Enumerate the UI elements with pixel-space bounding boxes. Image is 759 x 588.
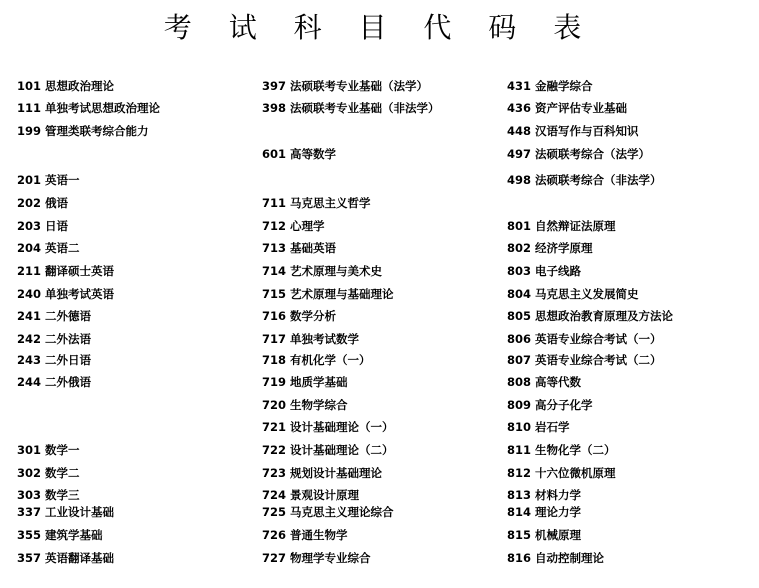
subject-item: 811 生物化学（二） [507,443,616,457]
subject-item: 714 艺术原理与美术史 [262,264,383,278]
subject-item: 211 翻译硕士英语 [17,264,115,278]
subject-item: 815 机械原理 [507,528,582,542]
subject-item: 240 单独考试英语 [17,287,115,301]
subject-item: 718 有机化学（一） [262,353,371,367]
subject-item: 724 景观设计原理 [262,488,360,502]
subject-item: 816 自动控制理论 [507,551,605,565]
subject-item: 398 法硕联考专业基础（非法学） [262,101,440,115]
subject-item: 801 自然辩证法原理 [507,219,616,233]
subject-item: 804 马克思主义发展简史 [507,287,639,301]
subject-item: 302 数学二 [17,466,80,480]
subject-item: 199 管理类联考综合能力 [17,124,149,138]
subject-item: 101 思想政治理论 [17,79,115,93]
subject-item: 357 英语翻译基础 [17,551,115,565]
subject-item: 431 金融学综合 [507,79,593,93]
subject-item: 498 法硕联考综合（非法学） [507,173,662,187]
subject-item: 808 高等代数 [507,375,582,389]
subject-item: 725 马克思主义理论综合 [262,505,394,519]
subject-item: 202 俄语 [17,196,69,210]
subject-item: 719 地质学基础 [262,375,348,389]
subject-item: 711 马克思主义哲学 [262,196,371,210]
subject-item: 722 设计基础理论（二） [262,443,394,457]
subject-item: 111 单独考试思想政治理论 [17,101,161,115]
subject-item: 204 英语二 [17,241,80,255]
subject-item: 716 数学分析 [262,309,337,323]
subject-item: 803 电子线路 [507,264,582,278]
subject-item: 717 单独考试数学 [262,332,360,346]
subject-item: 303 数学三 [17,488,80,502]
subject-item: 601 高等数学 [262,147,337,161]
subject-item: 244 二外俄语 [17,375,92,389]
subject-item: 806 英语专业综合考试（一） [507,332,662,346]
page-title: 考 试 科 目 代 码 表 [163,11,596,44]
subject-item: 448 汉语写作与百科知识 [507,124,639,138]
subject-item: 809 高分子化学 [507,398,593,412]
subject-item: 805 思想政治教育原理及方法论 [507,309,674,323]
subject-item: 243 二外日语 [17,353,92,367]
subject-item: 812 十六位微机原理 [507,466,616,480]
subject-item: 203 日语 [17,219,69,233]
subject-item: 721 设计基础理论（一） [262,420,394,434]
subject-item: 355 建筑学基础 [17,528,103,542]
subject-item: 813 材料力学 [507,488,582,502]
subject-item: 713 基础英语 [262,241,337,255]
subject-item: 241 二外德语 [17,309,92,323]
subject-item: 720 生物学综合 [262,398,348,412]
subject-item: 715 艺术原理与基础理论 [262,287,394,301]
subject-item: 497 法硕联考综合（法学） [507,147,651,161]
subject-item: 436 资产评估专业基础 [507,101,628,115]
subject-item: 807 英语专业综合考试（二） [507,353,662,367]
subject-item: 810 岩石学 [507,420,570,434]
subject-item: 242 二外法语 [17,332,92,346]
subject-item: 727 物理学专业综合 [262,551,371,565]
subject-item: 802 经济学原理 [507,241,593,255]
subject-item: 723 规划设计基础理论 [262,466,383,480]
subject-item: 726 普通生物学 [262,528,348,542]
subject-item: 712 心理学 [262,219,325,233]
subject-item: 201 英语一 [17,173,80,187]
subject-item: 397 法硕联考专业基础（法学） [262,79,429,93]
subject-item: 301 数学一 [17,443,80,457]
subject-item: 814 理论力学 [507,505,582,519]
subject-item: 337 工业设计基础 [17,505,115,519]
